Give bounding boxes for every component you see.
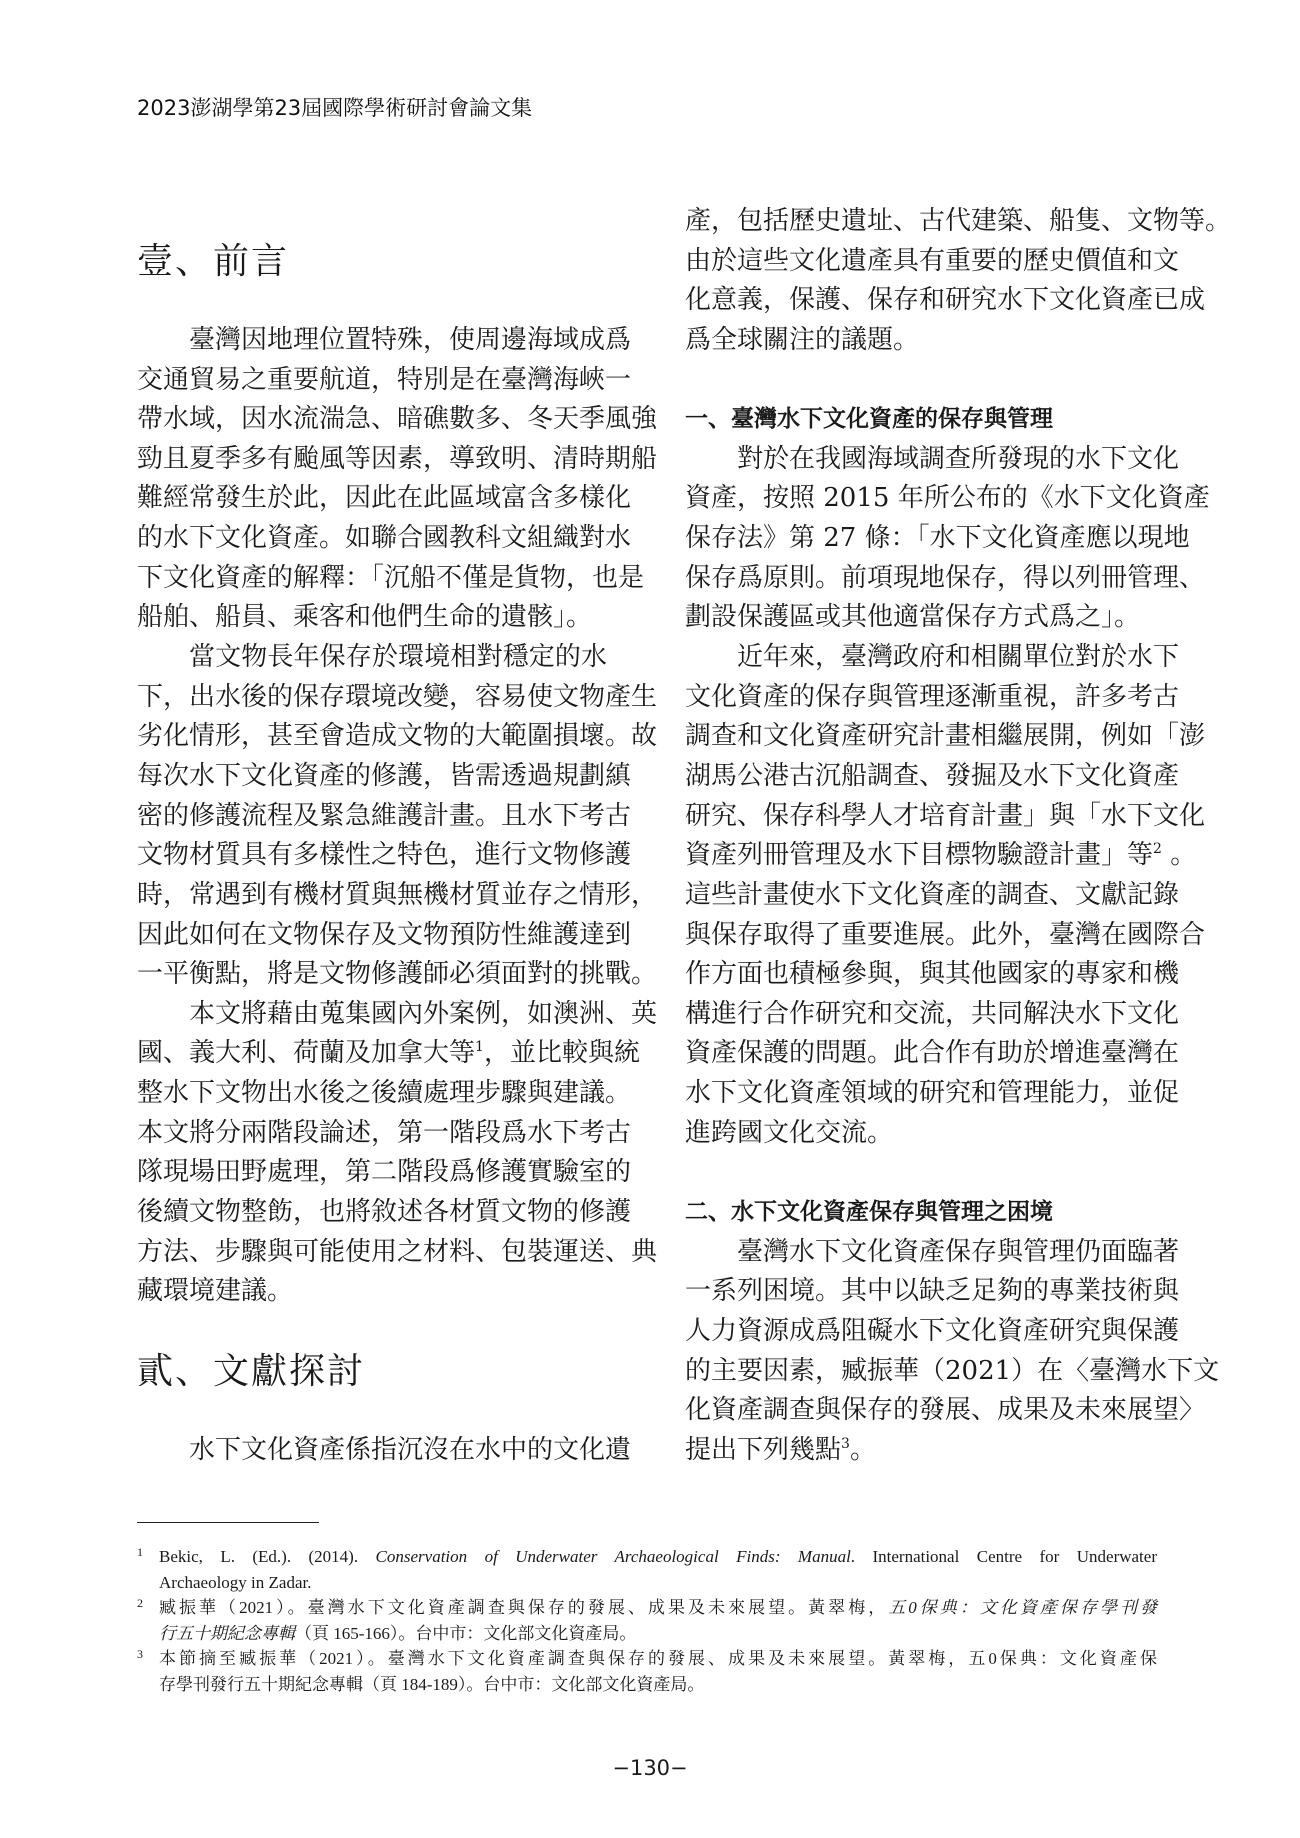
blank-line	[137, 281, 607, 321]
line-text: 構進行合作研究和交流，共同解決水下文化	[685, 998, 1180, 1029]
line-text: 文化資產的保存與管理逐漸重視，許多考古	[685, 681, 1180, 712]
text-line	[137, 678, 658, 718]
text-line	[137, 955, 658, 995]
line-text: 一系列困境。其中以缺乏足夠的專業技術與	[685, 1276, 1180, 1307]
line-text: 資產，按照 2015 年所公布的《水下文化資產	[685, 483, 1210, 514]
footnote-ref: 1	[475, 1039, 484, 1056]
text-line	[685, 797, 1206, 837]
text-line	[685, 717, 1206, 757]
line-text: 資產列冊管理及水下目標物驗證計畫」等	[685, 840, 1154, 871]
blank-line	[137, 1312, 607, 1352]
text-line	[685, 916, 1206, 956]
line-text: 與保存取得了重要進展。此外，臺灣在國際合	[685, 919, 1206, 950]
line-text: 一、臺灣水下文化資產的保存與管理	[685, 406, 1053, 433]
text-line	[685, 678, 1180, 718]
text-line	[685, 1272, 1180, 1312]
text-line	[685, 202, 1232, 242]
footnote-text: . International Centre for Underwater	[850, 1547, 1157, 1566]
text-line	[685, 321, 1155, 361]
line-text: 勁且夏季多有颱風等因素，導致明、清時期船	[137, 443, 658, 474]
line-text: 這些計畫使水下文化資產的調查、文獻記錄	[685, 879, 1180, 910]
line-text: 壹、前言	[137, 240, 290, 282]
text-line	[685, 757, 1180, 797]
line-text-tail: 。	[1161, 840, 1197, 871]
line-text: 因此如何在文物保存及文物預防性維護達到	[137, 919, 632, 950]
footnote-text: （頁 165-166）。台中市：文化部文化資產局。	[295, 1623, 637, 1643]
blank-line	[137, 202, 607, 242]
footnote-text: 本節摘至臧振華（2021）。臺灣水下文化資產調查與保存的發展、成果及未來展望。黃翠梅，五0保典：文化資產保	[159, 1649, 1157, 1668]
text-line	[685, 1034, 1180, 1074]
line-text: 化資產調查與保存的發展、成果及未來展望〉	[685, 1395, 1206, 1426]
footnote	[137, 1595, 1157, 1646]
text-line	[685, 559, 1206, 599]
line-text: 產，包括歷史遺址、古代建築、船隻、文物等。	[685, 206, 1232, 236]
text-line	[137, 559, 645, 599]
line-text: 藏環境建議。	[137, 1276, 294, 1307]
line-text: 隊現場田野處理，第二階段爲修護實驗室的	[137, 1157, 632, 1188]
italic-title: 五0保典：文化資產保存學刊發	[888, 1598, 1157, 1617]
line-text: 劣化情形，甚至會造成文物的大範圍損壞。故	[137, 721, 658, 752]
line-text: 每次水下文化資產的修護，皆需透過規劃縝	[137, 760, 632, 791]
line-text: 一平衡點，將是文物修護師必須面對的挑戰。	[137, 959, 658, 990]
line-text: 水下文化資產領域的研究和管理能力，並促	[685, 1078, 1180, 1109]
line-text: 湖馬公港古沉船調查、發掘及水下文化資產	[685, 760, 1180, 791]
line-text: 二、水下文化資產保存與管理之困境	[685, 1199, 1053, 1226]
line-text: 水下文化資產係指沉沒在水中的文化遺	[189, 1434, 632, 1465]
line-text: 由於這些文化遺產具有重要的歷史價值和文	[685, 245, 1180, 276]
line-text: 方法、步驟與可能使用之材料、包裝運送、典	[137, 1236, 658, 1267]
line-text: 當文物長年保存於環境相對穩定的水	[189, 642, 607, 673]
text-line	[685, 1352, 1220, 1392]
line-text: 保存法》第 27 條：「水下文化資產應以現地	[685, 523, 1190, 554]
text-line	[685, 836, 1197, 876]
text-line	[137, 1153, 632, 1193]
footnote-ref: 2	[1153, 841, 1162, 858]
line-text: 本文將分兩階段論述，第一階段爲水下考古	[137, 1117, 632, 1148]
line-text: 時，常遇到有機材質與無機材質並存之情形，	[137, 879, 658, 910]
line-text: 下，出水後的保存環境改變，容易使文物產生	[137, 681, 658, 712]
blank-line	[685, 1153, 1155, 1193]
text-line	[685, 440, 1180, 480]
line-text: 貳、文獻探討	[137, 1350, 366, 1392]
blank-line	[137, 1391, 607, 1431]
text-line	[685, 1114, 1155, 1154]
text-line	[685, 1233, 1180, 1273]
text-line	[137, 598, 607, 638]
text-line	[137, 1034, 640, 1074]
line-text: 帶水域，因水流湍急、暗礁數多、冬天季風強	[137, 404, 658, 435]
footnote-line	[159, 1595, 1157, 1621]
line-text: 後續文物整飭，也將敘述各材質文物的修護	[137, 1197, 632, 1228]
text-line	[137, 836, 632, 876]
text-line	[685, 638, 1180, 678]
section-heading	[137, 242, 607, 282]
line-text: 國、義大利、荷蘭及加拿大等	[137, 1038, 476, 1069]
text-line	[137, 1431, 632, 1471]
line-text: 保存爲原則。前項現地保存，得以列冊管理、	[685, 562, 1206, 593]
line-text-tail: ，並比較與統	[483, 1038, 640, 1069]
line-text-tail: 。	[849, 1434, 876, 1465]
footnote-ref: 3	[841, 1435, 850, 1452]
footnote-text: 存學刊發行五十期紀念專輯（頁 184-189）。台中市：文化部文化資產局。	[159, 1674, 705, 1694]
text-line	[685, 519, 1190, 559]
text-line	[137, 479, 632, 519]
text-line	[685, 1431, 1155, 1471]
text-line	[685, 242, 1180, 282]
text-line	[137, 361, 632, 401]
page-number: −130−	[612, 1756, 688, 1780]
text-line	[685, 598, 1155, 638]
text-line	[137, 757, 632, 797]
text-line	[685, 995, 1180, 1035]
line-text: 進跨國文化交流。	[685, 1117, 894, 1148]
text-line	[137, 1233, 658, 1273]
footnote-text: Bekic, L. (Ed.). (2014).	[159, 1547, 376, 1566]
text-line	[137, 321, 632, 361]
line-text: 密的修護流程及緊急維護計畫。且水下考古	[137, 800, 632, 831]
text-line	[137, 1193, 632, 1233]
text-line	[685, 1074, 1180, 1114]
text-line	[685, 876, 1180, 916]
line-text: 下文化資產的解釋：「沉船不僅是貨物，也是	[137, 562, 645, 593]
line-text: 文物材質具有多樣性之特色，進行文物修護	[137, 840, 632, 871]
text-line	[685, 479, 1210, 519]
text-line	[137, 1272, 607, 1312]
footnote-line	[159, 1646, 1157, 1672]
text-line	[685, 281, 1206, 321]
text-line	[685, 955, 1180, 995]
line-text: 研究、保存科學人才培育計畫」與「水下文化	[685, 800, 1206, 831]
right-column	[685, 202, 1232, 1471]
left-column	[137, 202, 658, 1471]
text-line	[137, 638, 607, 678]
text-line	[137, 400, 658, 440]
text-line	[137, 916, 632, 956]
line-text: 對於在我國海域調查所發現的水下文化	[737, 443, 1180, 474]
blank-line	[685, 361, 1155, 401]
text-line	[137, 1114, 632, 1154]
line-text: 人力資源成爲阻礙水下文化資產研究與保護	[685, 1315, 1180, 1346]
line-text: 臺灣水下文化資產保存與管理仍面臨著	[737, 1236, 1180, 1267]
footnote-number: 2	[137, 1596, 143, 1610]
footnotes	[137, 1544, 1157, 1697]
line-text: 爲全球關注的議題。	[685, 324, 920, 355]
line-text: 化意義，保護、保存和研究水下文化資產已成	[685, 285, 1206, 316]
line-text: 船舶、船員、乘客和他們生命的遺骸」。	[137, 602, 593, 633]
text-line	[137, 717, 658, 757]
line-text: 作方面也積極參與，與其他國家的專家和機	[685, 959, 1180, 990]
italic-title: 行五十期紀念專輯	[159, 1623, 295, 1643]
line-text: 的水下文化資產。如聯合國教科文組織對水	[137, 523, 632, 554]
footnote	[137, 1544, 1157, 1595]
line-text: 交通貿易之重要航道，特別是在臺灣海峽一	[137, 364, 632, 395]
line-text: 近年來，臺灣政府和相關單位對於水下	[737, 642, 1180, 673]
line-text: 提出下列幾點	[685, 1434, 842, 1465]
line-text: 本文將藉由蒐集國內外案例，如澳洲、英	[189, 998, 658, 1029]
section-heading	[137, 1352, 607, 1392]
footnote-line	[159, 1672, 1157, 1698]
line-text: 難經常發生於此，因此在此區域富含多樣化	[137, 483, 632, 514]
text-line	[137, 876, 658, 916]
line-text: 資產保護的問題。此合作有助於增進臺灣在	[685, 1038, 1180, 1069]
text-line	[685, 1312, 1180, 1352]
running-header: 2023澎湖學第23屆國際學術研討會論文集	[137, 96, 533, 120]
text-line	[137, 440, 658, 480]
footnote-number: 1	[137, 1545, 143, 1559]
text-line	[685, 1391, 1206, 1431]
footnote-line	[159, 1570, 1157, 1596]
line-text: 整水下文物出水後之後續處理步驟與建議。	[137, 1078, 632, 1109]
footnote-line	[159, 1621, 1157, 1647]
text-line	[137, 1074, 632, 1114]
line-text: 的主要因素，臧振華（2021）在〈臺灣水下文	[685, 1355, 1220, 1386]
subsection-heading	[685, 1193, 1155, 1233]
subsection-heading	[685, 400, 1155, 440]
footnote-text: Archaeology in Zadar.	[159, 1572, 312, 1592]
line-text: 調查和文化資產研究計畫相繼展開，例如「澎	[685, 721, 1206, 752]
line-text: 臺灣因地理位置特殊，使周邊海域成爲	[189, 324, 632, 355]
text-line	[137, 995, 658, 1035]
text-line	[137, 519, 632, 559]
line-text: 劃設保護區或其他適當保存方式爲之」。	[685, 602, 1141, 633]
footnote-divider	[137, 1522, 319, 1523]
text-line	[137, 797, 632, 837]
italic-title: Conservation of Underwater Archaeological Finds: Manual	[375, 1547, 851, 1566]
footnote-text: 臧振華（2021）。臺灣水下文化資產調查與保存的發展、成果及未來展望。黃翠梅，	[159, 1598, 889, 1617]
footnote	[137, 1646, 1157, 1697]
footnote-line	[159, 1544, 1157, 1570]
footnote-number: 3	[137, 1647, 143, 1661]
